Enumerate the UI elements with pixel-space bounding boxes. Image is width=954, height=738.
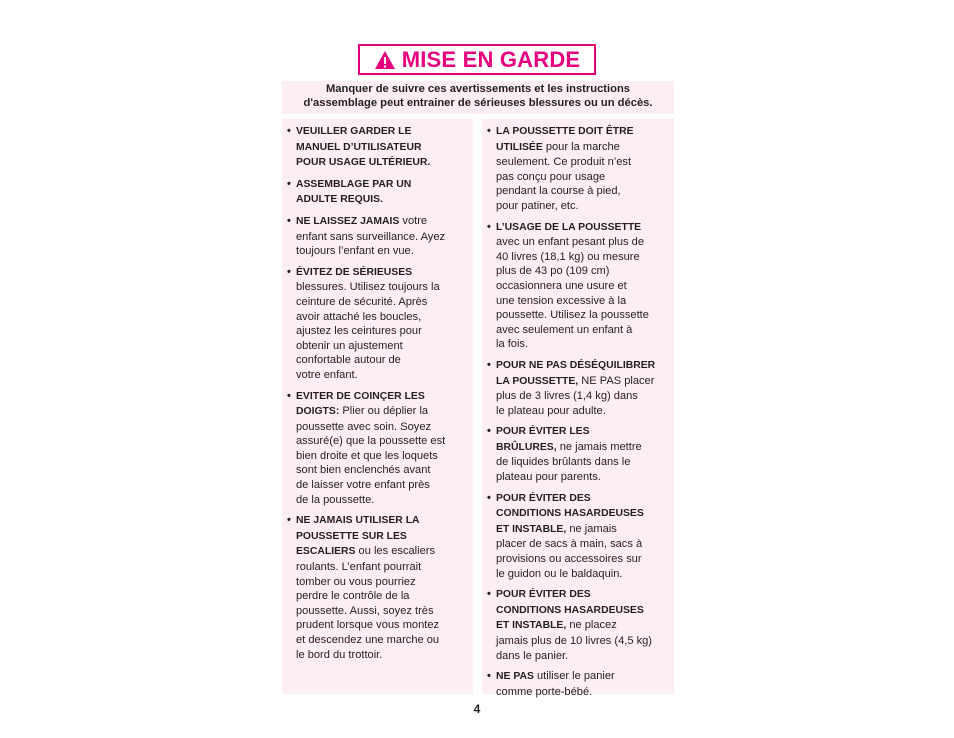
warning-line bbox=[496, 567, 674, 582]
warning-emphasis: CONDITIONS HASARDEUSES bbox=[496, 604, 644, 616]
page-number: 4 bbox=[473, 702, 481, 716]
warning-line bbox=[296, 404, 473, 420]
warning-text: la fois. bbox=[496, 338, 529, 351]
warning-text: placer de sacs à main, sacs à bbox=[496, 538, 643, 551]
warning-item bbox=[282, 214, 473, 259]
warning-line bbox=[496, 124, 674, 140]
intro-warning bbox=[282, 81, 674, 114]
warning-text: ne placez bbox=[566, 619, 617, 632]
warning-line bbox=[296, 244, 473, 259]
warning-line bbox=[296, 618, 473, 633]
warning-item bbox=[482, 220, 674, 352]
warning-emphasis: POUR ÉVITER DES bbox=[496, 589, 591, 601]
warning-item bbox=[282, 177, 473, 208]
bullet-icon: • bbox=[487, 491, 491, 504]
warning-line bbox=[296, 295, 473, 310]
warning-line bbox=[296, 310, 473, 325]
warning-emphasis: POUR ÉVITER DES bbox=[496, 492, 591, 504]
warning-text: pendant la course à pied, bbox=[496, 185, 621, 198]
warning-line bbox=[496, 404, 674, 419]
warning-text: NE PAS placer bbox=[578, 374, 655, 387]
warning-line bbox=[296, 214, 473, 230]
warning-emphasis: POUSSETTE SUR LES bbox=[296, 530, 407, 542]
warning-line bbox=[496, 455, 674, 470]
warning-line bbox=[296, 420, 473, 435]
warning-text: le plateau pour adulte. bbox=[496, 404, 606, 417]
bullet-icon: • bbox=[487, 425, 491, 438]
warning-emphasis: POUR NE PAS DÉSÉQUILIBRER bbox=[496, 359, 656, 371]
warning-item bbox=[282, 265, 473, 383]
warning-line bbox=[296, 434, 473, 449]
warning-item bbox=[282, 389, 473, 508]
warning-text: pour patiner, etc. bbox=[496, 199, 579, 212]
warning-text: avoir attaché les boucles, bbox=[296, 310, 422, 323]
warning-text: ne jamais mettre bbox=[556, 440, 642, 453]
warning-line bbox=[496, 424, 674, 440]
warning-text: blessures. Utilisez toujours la bbox=[296, 281, 440, 294]
warning-text: toujours l’enfant en vue. bbox=[296, 245, 414, 258]
warning-text: Plier ou déplier la bbox=[339, 405, 429, 418]
warning-line bbox=[496, 235, 674, 250]
warning-line bbox=[296, 478, 473, 493]
warning-text: une tension excessive à la bbox=[496, 294, 627, 307]
warning-text: enfant sans surveillance. Ayez bbox=[296, 230, 446, 243]
warning-item bbox=[482, 124, 674, 214]
warning-line bbox=[296, 192, 473, 208]
warning-line bbox=[496, 250, 674, 265]
warning-text: poussette. Aussi, soyez très bbox=[296, 604, 434, 617]
warning-text: votre bbox=[399, 214, 428, 227]
warning-line bbox=[496, 220, 674, 236]
left-column bbox=[282, 119, 473, 694]
warning-line bbox=[296, 544, 473, 560]
warning-line bbox=[296, 177, 473, 193]
warning-line bbox=[296, 463, 473, 478]
warning-item bbox=[482, 424, 674, 484]
bullet-icon: • bbox=[287, 177, 291, 190]
warning-line bbox=[496, 440, 674, 456]
warning-line bbox=[496, 522, 674, 538]
warning-line bbox=[296, 265, 473, 281]
warning-line bbox=[496, 279, 674, 294]
warning-line bbox=[496, 337, 674, 352]
warning-emphasis: NE LAISSEZ JAMAIS bbox=[296, 215, 400, 227]
warning-line bbox=[296, 339, 473, 354]
warning-item bbox=[482, 358, 674, 418]
warning-line bbox=[496, 552, 674, 567]
warning-text: le bord du trottoir. bbox=[296, 648, 383, 661]
warning-line bbox=[496, 199, 674, 214]
warning-text: obtenir un ajustement bbox=[296, 339, 403, 352]
warning-emphasis: ÉVITEZ DE SÉRIEUSES bbox=[296, 266, 413, 278]
warning-text: roulants. L’enfant pourrait bbox=[296, 561, 422, 574]
warning-banner bbox=[358, 44, 596, 75]
warning-emphasis: NE JAMAIS UTILISER LA bbox=[296, 515, 420, 527]
warning-text: comme porte-bébé. bbox=[496, 685, 593, 698]
bullet-icon: • bbox=[487, 588, 491, 601]
warning-line bbox=[496, 155, 674, 170]
warning-line bbox=[296, 529, 473, 545]
warning-text: occasionnera une usure et bbox=[496, 279, 627, 292]
bullet-icon: • bbox=[287, 265, 291, 278]
warning-line bbox=[496, 669, 674, 685]
warning-line bbox=[496, 587, 674, 603]
warning-line bbox=[296, 230, 473, 245]
warning-emphasis: VEUILLER GARDER LE bbox=[296, 126, 412, 137]
warning-line bbox=[296, 513, 473, 529]
warning-text: prudent lorsque vous montez bbox=[296, 619, 440, 632]
warning-emphasis: DOIGTS: bbox=[296, 406, 340, 418]
warning-emphasis: ESCALIERS bbox=[296, 546, 356, 558]
warning-line bbox=[496, 470, 674, 485]
warning-line bbox=[496, 491, 674, 507]
warning-line bbox=[296, 155, 473, 171]
warning-emphasis: UTILISÉE bbox=[496, 141, 543, 153]
warning-line bbox=[496, 323, 674, 338]
warning-text: ou les escaliers bbox=[355, 545, 436, 558]
warning-text: 40 livres (18,1 kg) ou mesure bbox=[496, 250, 640, 263]
warning-line bbox=[496, 358, 674, 374]
warning-emphasis: ET INSTABLE, bbox=[496, 620, 567, 632]
bullet-icon: • bbox=[287, 514, 291, 527]
warning-emphasis: CONDITIONS HASARDEUSES bbox=[496, 508, 644, 520]
warning-item bbox=[482, 491, 674, 582]
warning-line bbox=[496, 374, 674, 390]
warning-text: confortable autour de bbox=[296, 354, 401, 367]
warning-line bbox=[296, 353, 473, 368]
warning-line bbox=[496, 308, 674, 323]
warning-text: dans le panier. bbox=[496, 649, 569, 662]
warning-emphasis: LA POUSSETTE DOIT ÊTRE bbox=[496, 126, 634, 137]
warning-text: avec un enfant pesant plus de bbox=[496, 236, 645, 249]
warning-item bbox=[482, 587, 674, 663]
warning-line bbox=[296, 604, 473, 619]
warning-line bbox=[496, 603, 674, 619]
intro-line: d'assemblage peut entrainer de sérieuses blessures ou un décès. bbox=[303, 97, 653, 109]
warning-emphasis: POUR ÉVITER LES bbox=[496, 426, 590, 438]
warning-emphasis: L’USAGE DE LA POUSSETTE bbox=[496, 221, 642, 233]
warning-text: plus de 43 po (109 cm) bbox=[496, 265, 610, 278]
warning-line bbox=[296, 368, 473, 383]
warning-line bbox=[296, 449, 473, 464]
warning-text: pour la marche bbox=[542, 140, 620, 153]
warning-text: tomber ou vous pourriez bbox=[296, 575, 416, 588]
warning-line bbox=[296, 124, 473, 140]
warning-text: de la poussette. bbox=[296, 493, 375, 506]
warning-line bbox=[496, 685, 674, 700]
warning-text: utiliser le panier bbox=[533, 670, 615, 683]
warning-text: plus de 3 livres (1,4 kg) dans bbox=[496, 390, 638, 403]
bullet-icon: • bbox=[487, 670, 491, 683]
warning-line bbox=[296, 560, 473, 575]
warning-emphasis: BRÛLURES, bbox=[496, 441, 557, 453]
warning-line bbox=[496, 634, 674, 649]
warning-line bbox=[496, 389, 674, 404]
warning-triangle-icon bbox=[374, 50, 396, 70]
warning-text: jamais plus de 10 livres (4,5 kg) bbox=[496, 635, 652, 647]
warning-line bbox=[296, 589, 473, 604]
warning-line bbox=[296, 493, 473, 508]
warning-line bbox=[296, 389, 473, 405]
bullet-icon: • bbox=[487, 358, 491, 371]
warning-line bbox=[296, 280, 473, 295]
warning-line bbox=[496, 537, 674, 552]
warning-text: votre enfant. bbox=[296, 368, 358, 381]
warning-line bbox=[496, 649, 674, 664]
warning-text: ajustez les ceintures pour bbox=[296, 325, 422, 338]
warning-text: poussette avec soin. Soyez bbox=[296, 420, 432, 433]
bullet-icon: • bbox=[287, 389, 291, 402]
warning-emphasis: NE PAS bbox=[496, 671, 534, 683]
warning-line bbox=[496, 140, 674, 156]
warning-text: provisions ou accessoires sur bbox=[496, 553, 642, 566]
warning-text: le guidon ou le baldaquin. bbox=[496, 567, 623, 580]
right-column bbox=[482, 119, 674, 698]
warning-text: seulement. Ce produit n’est bbox=[496, 156, 632, 169]
warning-text: poussette. Utilisez la poussette bbox=[496, 309, 649, 322]
warning-emphasis: POUR USAGE ULTÉRIEUR. bbox=[296, 157, 431, 169]
warning-text: de laisser votre enfant près bbox=[296, 479, 430, 492]
warning-text: sont bien enclenchés avant bbox=[296, 464, 431, 477]
warning-text: ceinture de sécurité. Après bbox=[296, 295, 428, 308]
warning-emphasis: ET INSTABLE, bbox=[496, 523, 567, 535]
warning-item bbox=[282, 513, 473, 662]
warning-line bbox=[496, 264, 674, 279]
warning-emphasis: MANUEL D’UTILISATEUR bbox=[296, 141, 422, 153]
intro-line: Manquer de suivre ces avertissements et les instructions bbox=[325, 83, 631, 95]
warning-line bbox=[496, 294, 674, 309]
warning-line bbox=[296, 324, 473, 339]
warning-text: avec seulement un enfant à bbox=[496, 323, 633, 336]
warning-text: plateau pour parents. bbox=[496, 471, 601, 484]
bullet-icon: • bbox=[487, 125, 491, 137]
warning-line bbox=[496, 170, 674, 185]
warning-line bbox=[496, 506, 674, 522]
warning-emphasis: ASSEMBLAGE PAR UN bbox=[296, 178, 412, 190]
bullet-icon: • bbox=[287, 125, 291, 137]
warning-text: ne jamais bbox=[566, 522, 617, 535]
warning-line bbox=[296, 140, 473, 156]
warning-text: et descendez une marche ou bbox=[296, 634, 440, 646]
warning-line bbox=[496, 184, 674, 199]
warning-line bbox=[296, 648, 473, 663]
warning-item bbox=[282, 124, 473, 171]
bullet-icon: • bbox=[287, 214, 291, 227]
warning-emphasis: ADULTE REQUIS. bbox=[296, 194, 383, 206]
banner-title: MISE EN GARDE bbox=[401, 46, 581, 72]
warning-text: bien droite et que les loquets bbox=[296, 449, 438, 462]
warning-item bbox=[482, 669, 674, 699]
bullet-icon: • bbox=[487, 220, 491, 233]
warning-line bbox=[496, 618, 674, 634]
warning-emphasis: LA POUSSETTE, bbox=[496, 375, 579, 387]
warning-text: assuré(e) que la poussette est bbox=[296, 435, 446, 448]
warning-line bbox=[296, 633, 473, 648]
warning-text: perdre le contrôle de la bbox=[296, 590, 410, 603]
warning-line bbox=[296, 575, 473, 590]
warning-text: pas conçu pour usage bbox=[496, 170, 606, 183]
warning-emphasis: EVITER DE COINÇER LES bbox=[296, 390, 425, 402]
warning-text: de liquides brûlants dans le bbox=[496, 456, 631, 469]
